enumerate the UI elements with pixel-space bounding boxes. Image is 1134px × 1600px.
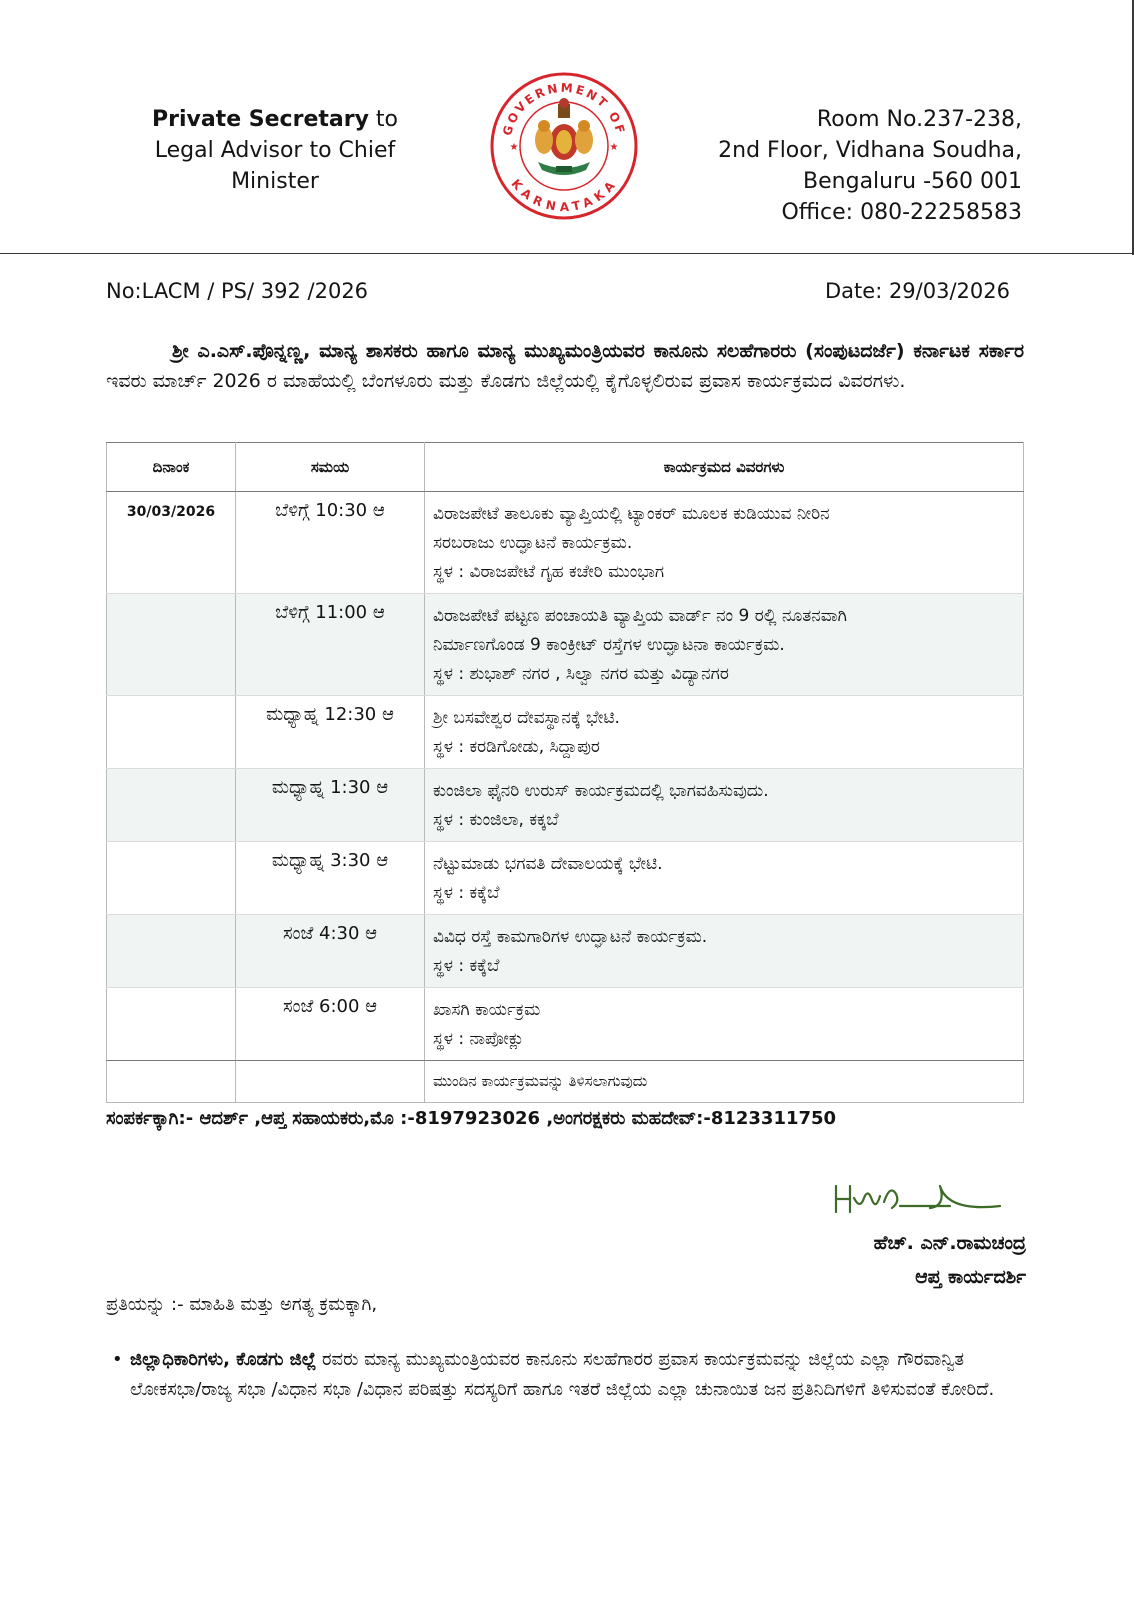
cell-time: ಮಧ್ಯಾಹ್ನ 1:30 ಆ: [236, 769, 425, 842]
cell-details: [425, 915, 1024, 988]
address-line: 2nd Floor, Vidhana Soudha,: [718, 138, 1022, 163]
office-address: [718, 104, 1022, 228]
event-place: ಸ್ಥಳ : ಕರಡಿಗೋಡು, ಸಿದ್ದಾಪುರ: [433, 737, 600, 757]
sender-office: Legal Advisor to Chief Minister: [154, 138, 396, 194]
copy-recipient-text: [130, 1345, 1030, 1405]
signatory-block: [874, 1226, 1026, 1294]
cell-time: ಬೆಳಿಗ್ಗೆ 11:00 ಆ: [236, 594, 425, 696]
event-description: ಶ್ರೀ ಬಸವೇಶ್ವರ ದೇವಸ್ಥಾನಕ್ಕೆ ಭೇಟಿ.: [433, 708, 620, 728]
cell-details: [425, 769, 1024, 842]
cell-time: ಬೆಳಿಗ್ಗೆ 10:30 ಆ: [236, 492, 425, 594]
cell-time: ಸಂಜೆ 4:30 ಆ: [236, 915, 425, 988]
cell-date: [107, 594, 236, 696]
cell-time: ಮಧ್ಯಾಹ್ನ 12:30 ಆ: [236, 696, 425, 769]
header-date: ದಿನಾಂಕ: [107, 443, 236, 492]
letter-date: Date: 29/03/2026: [825, 279, 1010, 303]
event-description: ನೆಟ್ಟುಮಾಡು ಭಗವತಿ ದೇವಾಲಯಕ್ಕೆ ಭೇಟಿ.: [433, 854, 663, 874]
copy-recipient-item: [112, 1345, 1030, 1405]
cell-time: ಮಧ್ಯಾಹ್ನ 3:30 ಆ: [236, 842, 425, 915]
header-time: ಸಮಯ: [236, 443, 425, 492]
table-row: [107, 594, 1024, 696]
event-description-cont: ನಿರ್ಮಾಣಗೊಂಡ 9 ಕಾಂಕ್ರೀಟ್ ರಸ್ತೆಗಳ ಉದ್ಘಾಟನಾ ಕಾರ್ಯಕ್ರಮ.: [433, 635, 785, 655]
copy-to-label: ಪ್ರತಿಯನ್ನು :- ಮಾಹಿತಿ ಮತ್ತು ಅಗತ್ಯ ಕ್ರಮಕ್ಕಾಗಿ,: [106, 1294, 378, 1315]
intro-bold: ಶ್ರೀ ಎ.ಎಸ್.ಪೊನ್ನಣ್ಣ, ಮಾನ್ಯ ಶಾಸಕರು ಹಾಗೂ ಮಾನ್ಯ ಮುಖ್ಯಮಂತ್ರಿಯವರ ಕಾನೂನು ಸಲಹೆಗಾರರು (ಸಂಪುಟದರ್ಜೆ) ಕರ್ನಾಟಕ ಸರ್ಕಾರ: [172, 340, 1024, 362]
table-note-row: [107, 1061, 1024, 1103]
svg-text:★: ★: [509, 142, 519, 153]
cell-details: [425, 842, 1024, 915]
office-phone: Office: 080-22258583: [781, 200, 1022, 225]
contact-line: ಸಂಪರ್ಕಕ್ಕಾಗಿ:- ಆದರ್ಶ್ ,ಆಪ್ತ ಸಹಾಯಕರು,ಮೊ :-8197923026 ,ಅಂಗರಕ್ಷಕರು ಮಹದೇವ್:-8123311750: [106, 1108, 837, 1129]
svg-text:★: ★: [609, 142, 619, 153]
event-description: ಖಾಸಗಿ ಕಾರ್ಯಕ್ರಮ: [433, 1000, 541, 1020]
cell-details: [425, 696, 1024, 769]
event-place: ಸ್ಥಳ : ಶುಭಾಶ್ ನಗರ , ಸಿಲ್ವಾ ನಗರ ಮತ್ತು ವಿದ್ಯಾನಗರ: [433, 664, 729, 684]
signature-mark: [830, 1172, 1010, 1220]
cell-date: [107, 769, 236, 842]
cell-date: 30/03/2026: [107, 492, 236, 594]
event-place: ಸ್ಥಳ : ನಾಪೋಕ್ಲು: [433, 1029, 524, 1049]
karnataka-emblem-seal: [488, 70, 640, 222]
reference-number: No:LACM / PS/ 392 /2026: [106, 279, 369, 303]
cell-empty: [107, 1061, 236, 1103]
header-divider: [0, 253, 1134, 254]
table-note: ಮುಂದಿನ ಕಾರ್ಯಕ್ರಮವನ್ನು ತಿಳಿಸಲಾಗುವುದು: [425, 1061, 1024, 1103]
event-place: ಸ್ಥಳ : ಕುಂಜಿಲಾ, ಕಕ್ಕಬೆ: [433, 810, 559, 830]
intro-rest: ಇವರು ಮಾರ್ಚ್ 2026 ರ ಮಾಹೆಯಲ್ಲಿ ಬೆಂಗಳೂರು ಮತ್ತು ಕೊಡಗು ಜಿಲ್ಲೆಯಲ್ಲಿ ಕೈಗೊಳ್ಳಲಿರುವ ಪ್ರವಾಸ ಕಾರ್ಯಕ್ರಮದ ವಿವರಗಳು.: [106, 370, 906, 392]
table-row: [107, 988, 1024, 1061]
table-row: [107, 842, 1024, 915]
schedule-table: [106, 442, 1024, 1103]
cell-details: [425, 492, 1024, 594]
signatory-name: ಹೆಚ್. ಎನ್.ರಾಮಚಂದ್ರ: [873, 1232, 1026, 1254]
event-description: ವಿವಿಧ ರಸ್ತೆ ಕಾಮಗಾರಿಗಳ ಉದ್ಘಾಟನೆ ಕಾರ್ಯಕ್ರಮ.: [433, 927, 708, 947]
table-row: [107, 915, 1024, 988]
address-line: Room No.237-238,: [816, 107, 1022, 132]
cell-date: [107, 988, 236, 1061]
recipient-rest: ರವರು ಮಾನ್ಯ ಮುಖ್ಯಮಂತ್ರಿಯವರ ಕಾನೂನು ಸಲಹೆಗಾರರ ಪ್ರವಾಸ ಕಾರ್ಯಕ್ರಮವನ್ನು ಜಿಲ್ಲೆಯ ಎಲ್ಲಾ ಗೌರವಾನ್ವಿತ ಲೋಕಸಭಾ/ರಾಜ್ಯ ಸಭಾ /ವಿಧಾನ ಸಭಾ /ವಿಧಾನ ಪರಿಷತ್ತು ಸದಸ್ಯರಿಗೆ ಹಾಗೂ ಇತರೆ ಜಿಲ್ಲೆಯ ಎಲ್ಲಾ ಚುನಾಯಿತ ಜನ ಪ್ರತಿನಿದಿಗಳಿಗೆ ತಿಳಿಸುವಂತೆ ಕೋರಿದೆ.: [130, 1349, 995, 1400]
sender-block: [110, 104, 440, 197]
svg-text:KARNATAKA: KARNATAKA: [508, 176, 620, 214]
svg-text:GOVERNMENT OF: GOVERNMENT OF: [499, 80, 628, 138]
event-place: ಸ್ಥಳ : ಕಕ್ಕೆಬೆ: [433, 956, 500, 976]
event-place: ಸ್ಥಳ : ವಿರಾಜಪೇಟೆ ಗೃಹ ಕಚೇರಿ ಮುಂಭಾಗ: [433, 562, 665, 582]
cell-date: [107, 842, 236, 915]
cell-date: [107, 915, 236, 988]
event-place: ಸ್ಥಳ : ಕಕ್ಕೆಬೆ: [433, 883, 500, 903]
cell-details: [425, 988, 1024, 1061]
cell-date: [107, 696, 236, 769]
table-row: [107, 492, 1024, 594]
cell-details: [425, 594, 1024, 696]
header-details: ಕಾರ್ಯಕ್ರಮದ ವಿವರಗಳು: [425, 443, 1024, 492]
event-description: ವಿರಾಜಪೇಟೆ ತಾಲೂಕು ವ್ಯಾಪ್ತಿಯಲ್ಲಿ ಟ್ಯಾಂಕರ್ ಮೂಲಕ ಕುಡಿಯುವ ನೀರಿನ: [433, 504, 830, 524]
recipient-bold: ಜಿಲ್ಲಾಧಿಕಾರಿಗಳು, ಕೊಡಗು ಜಿಲ್ಲೆ: [130, 1349, 317, 1370]
event-description: ಕುಂಜಿಲಾ ಫೈನರಿ ಉರುಸ್ ಕಾರ್ಯಕ್ರಮದಲ್ಲಿ ಭಾಗವಹಿಸುವುದು.: [433, 781, 769, 801]
table-row: [107, 769, 1024, 842]
intro-paragraph: [106, 336, 1024, 396]
address-line: Bengaluru -560 001: [803, 169, 1022, 194]
cell-empty: [236, 1061, 425, 1103]
cell-time: ಸಂಜೆ 6:00 ಆ: [236, 988, 425, 1061]
sender-title: Private Secretary to: [151, 107, 399, 132]
table-row: [107, 696, 1024, 769]
bullet-marker: •: [112, 1349, 123, 1370]
table-header-row: [107, 443, 1024, 492]
signatory-designation: ಆಪ್ತ ಕಾರ್ಯದರ್ಶಿ: [915, 1266, 1026, 1288]
event-description: ವಿರಾಜಪೇಟೆ ಪಟ್ಟಣ ಪಂಚಾಯತಿ ವ್ಯಾಪ್ತಿಯ ವಾರ್ಡ್ ನಂ 9 ರಲ್ಲಿ ನೂತನವಾಗಿ: [433, 606, 847, 626]
event-description-cont: ಸರಬರಾಜು ಉದ್ಘಾಟನೆ ಕಾರ್ಯಕ್ರಮ.: [433, 533, 633, 553]
